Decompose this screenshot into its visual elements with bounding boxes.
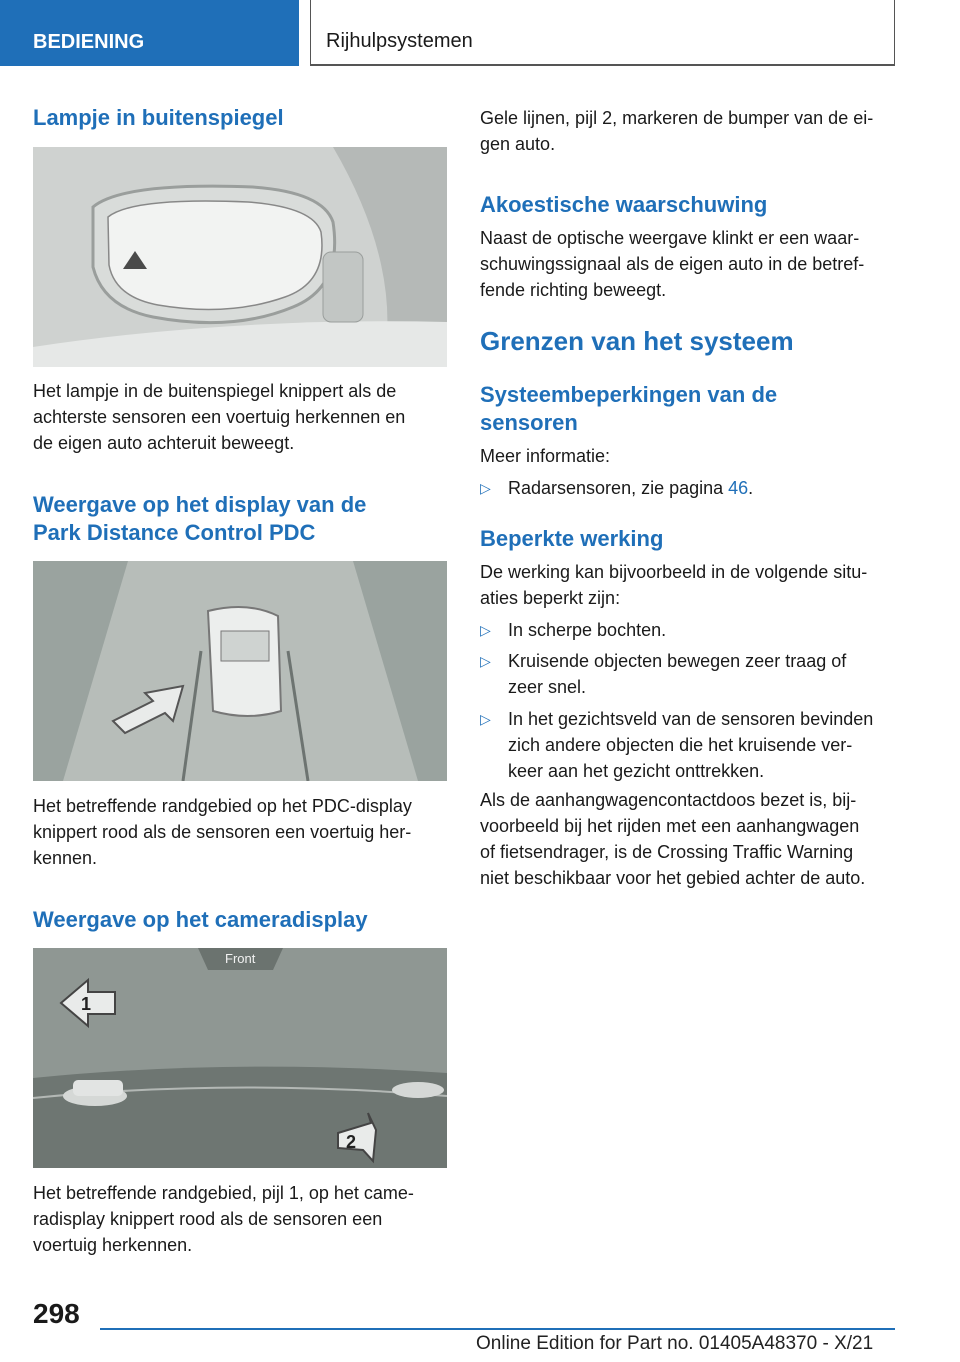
text-line: kennen. (33, 848, 98, 868)
bullet-text: Kruisende objecten bewegen zeer traag of (508, 651, 847, 671)
text-line: Meer informatie: (480, 446, 611, 466)
paragraph-trailer (480, 787, 895, 891)
paragraph-mirror (33, 378, 447, 456)
paragraph-yellow-lines (480, 105, 895, 157)
text-line: radisplay knippert rood als de sensoren een (33, 1209, 383, 1229)
bullet-triangle-icon: ▷ (480, 622, 491, 638)
heading-limited-function: Beperkte werking (480, 526, 664, 551)
bullet-triangle-icon: ▷ (480, 653, 491, 669)
footer-edition: Online Edition for Part no. 01405A48370 - X/21 (476, 1333, 874, 1354)
text-line: de eigen auto achteruit beweegt. (33, 433, 295, 453)
bullet-text: In het gezichtsveld van de sensoren bevinden (508, 709, 874, 729)
heading-line: Systeembeperkingen van de (480, 382, 778, 407)
paragraph-limited (480, 559, 895, 611)
text-line: Het lampje in de buitenspiegel knippert als de (33, 381, 397, 401)
text-line: voertuig herkennen. (33, 1235, 193, 1255)
text-line: Het betreffende randgebied op het PDC-display (33, 796, 412, 816)
front-label: Front (225, 951, 256, 966)
text-line: Naast de optische weergave klinkt er een waar- (480, 228, 860, 248)
text-line: De werking kan bijvoorbeeld in de volgende situ- (480, 562, 868, 582)
text-line: of fietsendrager, is de Crossing Traffic Warning (480, 842, 854, 862)
footer-rule (100, 1328, 895, 1330)
section-tab: BEDIENING (0, 0, 299, 66)
text-line: Gele lijnen, pijl 2, markeren de bumper van de ei- (480, 108, 874, 128)
heading-line: Weergave op het display van de (33, 492, 367, 517)
heading-mirror: Lampje in buitenspiegel (33, 105, 284, 130)
pdc-display-illustration (33, 561, 447, 781)
heading-sensor-limits (480, 381, 777, 437)
heading-line: Park Distance Control PDC (33, 520, 316, 545)
paragraph-acoustic (480, 225, 895, 303)
bullet-text: keer aan het gezicht onttrekken. (508, 761, 765, 781)
bullet-item (480, 617, 895, 643)
bullet-text-end: . (748, 478, 754, 498)
bullet-text: zich andere objecten die het kruisende ver- (508, 735, 853, 755)
text-line: schuwingssignaal als de eigen auto in de betref- (480, 254, 865, 274)
page-link[interactable]: 46 (728, 478, 749, 498)
mirror-drawing (33, 147, 447, 367)
arrow-1-label: 1 (81, 994, 92, 1014)
camera-display-illustration (33, 948, 447, 1168)
header-divider-right (894, 0, 895, 66)
heading-camera: Weergave op het cameradisplay (33, 907, 368, 932)
text-line: voorbeeld bij het rijden met een aanhangwagen (480, 816, 860, 836)
heading-acoustic: Akoestische waarschuwing (480, 192, 768, 217)
arrow-2-label: 2 (346, 1132, 357, 1152)
text-line: achterste sensoren een voertuig herkennen en (33, 407, 406, 427)
text-line: knippert rood als de sensoren een voertuig her- (33, 822, 412, 842)
heading-pdc (33, 491, 366, 547)
pdc-drawing (33, 561, 447, 781)
mirror-illustration (33, 147, 447, 367)
text-line: gen auto. (480, 134, 556, 154)
bullet-triangle-icon: ▷ (480, 480, 491, 496)
text-line: Het betreffende randgebied, pijl 1, op het came- (33, 1183, 414, 1203)
text-line: Als de aanhangwagencontactdoos bezet is, bij- (480, 790, 857, 810)
text-line: niet beschikbaar voor het gebied achter de auto. (480, 868, 866, 888)
bullet-text: Radarsensoren, zie pagina (508, 478, 729, 498)
bullet-text: zeer snel. (508, 677, 587, 697)
bullet-item (480, 706, 895, 784)
heading-line: sensoren (480, 410, 578, 435)
bullet-text: In scherpe bochten. (508, 620, 667, 640)
chapter-title: Rijhulpsystemen (326, 30, 473, 52)
paragraph-more-info (480, 443, 895, 469)
paragraph-camera (33, 1180, 447, 1258)
page-number: 298 (33, 1298, 80, 1329)
bullet-item (480, 648, 895, 700)
bullet-triangle-icon: ▷ (480, 711, 491, 727)
paragraph-pdc (33, 793, 447, 871)
header-divider (310, 0, 311, 66)
header-underline (310, 64, 895, 66)
text-line: fende richting beweegt. (480, 280, 667, 300)
text-line: aties beperkt zijn: (480, 588, 621, 608)
heading-limits: Grenzen van het systeem (480, 326, 794, 356)
camera-drawing (33, 948, 447, 1168)
